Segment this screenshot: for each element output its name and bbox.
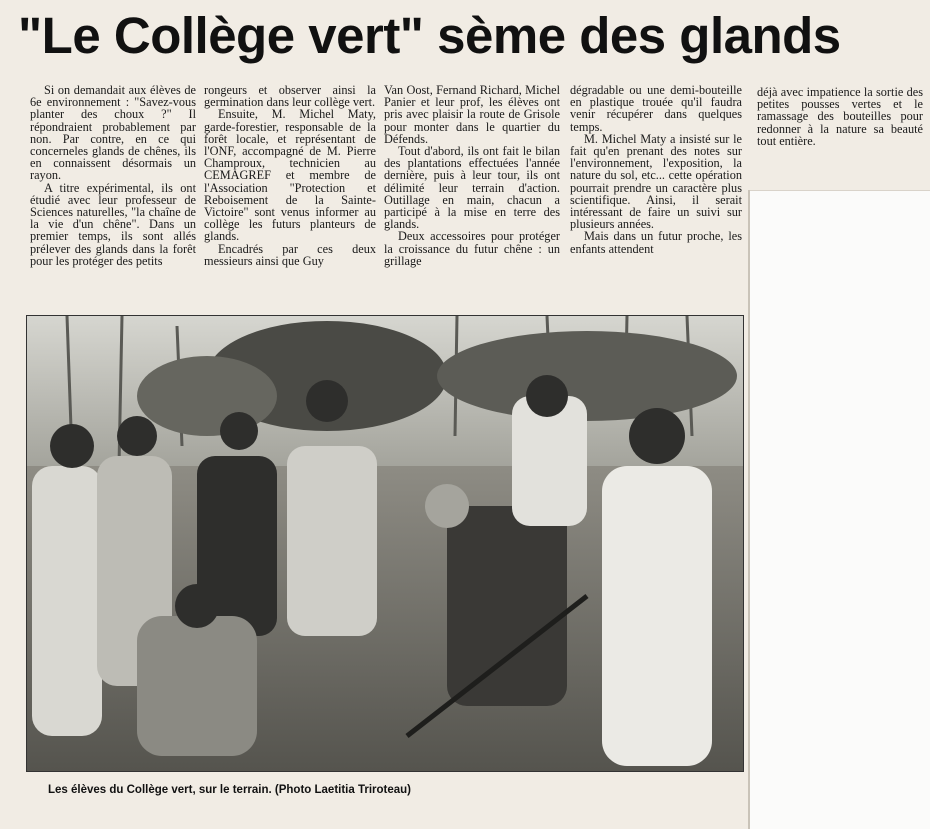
paragraph: Tout d'abord, ils ont fait le bilan des plantations effectuées l'année dernière, puis à leur tour, ils ont délimité leur terrain d'action. Outillage en main, chacun a participé à la mise en terre des glands. [384,144,560,232]
paragraph: Encadrés par ces deux messieurs ainsi que Guy [204,241,376,268]
paragraph: Si on demandait aux élèves de 6e environnement : "Savez-vous planter des choux ?" Il répondraient probablement par non. Par contre, en ce qui concerneles glands de chênes, ils en connaissent désormais un rayon. [30,84,196,183]
article-column-5 [757,86,923,186]
paragraph: dégradable ou une demi-bouteille en plastique trouée qu'il faudra venir récupérer dans quelques temps. [570,84,742,134]
article-column-3 [384,84,560,306]
article-column-4 [570,84,742,306]
article-photo [26,315,744,772]
paragraph: Deux accessoires pour protéger la croissance du futur chêne : un grillage [384,229,560,268]
paragraph: rongeurs et observer ainsi la germination dans leur collège vert. [204,84,376,110]
clipping-edge [748,190,750,829]
article-column-1 [30,84,196,306]
paragraph: M. Michel Maty a insisté sur le fait qu'en prenant des notes sur l'environnement, l'exposition, la nature du sol, etc... cette opération pourrait prendre un caractère plus scientifique. Ainsi, il serait intéressant de faire un suivi sur plusieurs années. [570,131,742,232]
photo-illustration [27,316,743,771]
article-column-2 [204,84,376,306]
paragraph: Ensuite, M. Michel Maty, garde-forestier, responsable de la forêt locale, et représentant de l'ONF, accompagné de M. Pierre Champroux, technicien au CEMAGREF et membre de l'Association "Protection et Reboisement de la Sainte-Victoire" sont venus informer au collège les futurs planteurs de glands. [204,107,376,244]
article-headline: "Le Collège vert" sème des glands [18,7,841,64]
paragraph: A titre expérimental, ils ont étudié avec leur professeur de Sciences naturelles, "la chaîne de la vie d'un chêne". Dans un premier temps, ils sont allés prélever des glands dans la forêt pour les protéger des petits [30,180,196,268]
photo-caption: Les élèves du Collège vert, sur le terrain. (Photo Laetitia Triroteau) [48,784,411,796]
paragraph: Mais dans un futur proche, les enfants attendent [570,229,742,256]
paragraph: déjà avec impatience la sortie des petites pousses vertes et le ramassage des bouteilles pour redonner à la nature sa beauté tout entière. [757,86,923,148]
paragraph: Van Oost, Fernand Richard, Michel Panier et leur prof, les élèves ont pris avec plaisir la route de Grisole pour monter dans le quartier du Défends. [384,84,560,146]
